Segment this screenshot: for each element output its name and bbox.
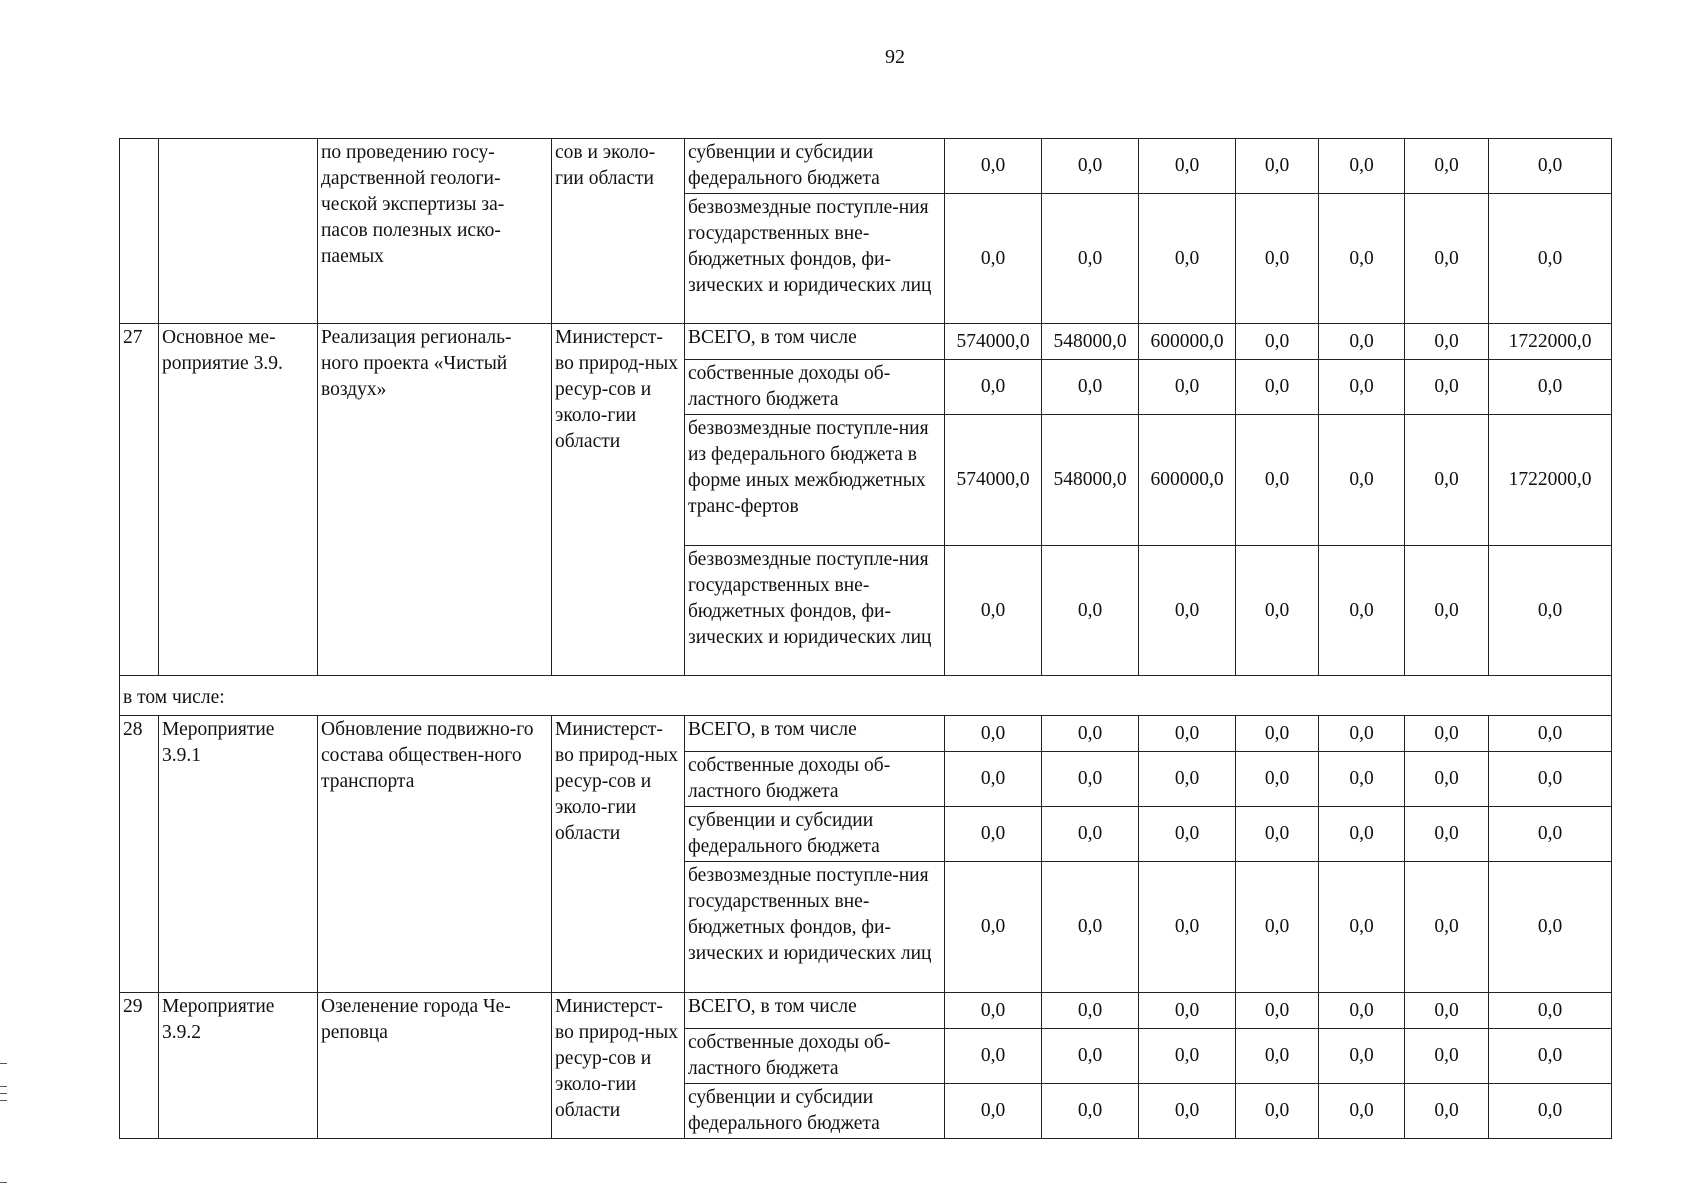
amount-cell: 0,0 xyxy=(1405,194,1489,324)
amount-cell: 0,0 xyxy=(1405,716,1489,752)
amount-cell: 574000,0 xyxy=(945,324,1042,360)
funding-source-label: ВСЕГО, в том числе xyxy=(685,716,945,752)
amount-cell: 0,0 xyxy=(1405,546,1489,676)
amount-cell: 0,0 xyxy=(1042,546,1139,676)
funding-source-label: субвенции и субсидии федерального бюджета xyxy=(685,139,945,194)
amount-cell: 0,0 xyxy=(1405,752,1489,807)
margin-mark xyxy=(0,1182,7,1183)
row-status xyxy=(159,139,318,324)
amount-cell: 0,0 xyxy=(945,194,1042,324)
funding-source-label: субвенции и субсидии федерального бюджета xyxy=(685,807,945,862)
row-number: 28 xyxy=(120,716,159,993)
row-name: Озеленение города Че-реповца xyxy=(318,993,552,1139)
amount-cell: 0,0 xyxy=(1319,752,1405,807)
margin-mark xyxy=(0,1086,7,1087)
amount-cell: 0,0 xyxy=(1319,194,1405,324)
sub-section-label: в том числе: xyxy=(120,676,1612,716)
table-row xyxy=(120,993,1612,1029)
funding-source-label: безвозмездные поступле-ния государственных вне-бюджетных фондов, фи-зических и юридических лиц xyxy=(685,546,945,676)
funding-source-label: безвозмездные поступле-ния государственных вне-бюджетных фондов, фи-зических и юридических лиц xyxy=(685,862,945,993)
amount-cell: 0,0 xyxy=(1319,546,1405,676)
margin-mark xyxy=(0,1100,7,1101)
amount-cell: 0,0 xyxy=(1405,807,1489,862)
amount-cell: 0,0 xyxy=(945,862,1042,993)
amount-cell: 0,0 xyxy=(1236,993,1319,1029)
amount-cell: 0,0 xyxy=(1489,716,1612,752)
amount-cell: 0,0 xyxy=(1405,1084,1489,1139)
amount-cell: 0,0 xyxy=(1405,139,1489,194)
amount-cell: 0,0 xyxy=(1489,194,1612,324)
amount-cell: 1722000,0 xyxy=(1489,324,1612,360)
amount-cell: 0,0 xyxy=(1319,324,1405,360)
row-number: 29 xyxy=(120,993,159,1139)
amount-cell: 0,0 xyxy=(1139,360,1236,415)
amount-cell: 0,0 xyxy=(1489,546,1612,676)
amount-cell: 0,0 xyxy=(1139,752,1236,807)
amount-cell: 0,0 xyxy=(1319,1029,1405,1084)
amount-cell: 0,0 xyxy=(1405,360,1489,415)
table-row xyxy=(120,139,1612,194)
amount-cell: 0,0 xyxy=(1139,807,1236,862)
amount-cell: 0,0 xyxy=(1405,415,1489,546)
funding-source-label: субвенции и субсидии федерального бюджета xyxy=(685,1084,945,1139)
amount-cell: 0,0 xyxy=(1236,752,1319,807)
amount-cell: 0,0 xyxy=(1139,139,1236,194)
amount-cell: 0,0 xyxy=(1405,1029,1489,1084)
amount-cell: 0,0 xyxy=(1319,807,1405,862)
row-executor: Министерст-во природ-ных ресур-сов и эколо-гии области xyxy=(552,716,685,993)
amount-cell: 0,0 xyxy=(1489,993,1612,1029)
amount-cell: 0,0 xyxy=(1236,1029,1319,1084)
amount-cell: 0,0 xyxy=(1489,1029,1612,1084)
amount-cell: 0,0 xyxy=(1405,862,1489,993)
amount-cell: 0,0 xyxy=(945,807,1042,862)
amount-cell: 0,0 xyxy=(1319,716,1405,752)
amount-cell: 0,0 xyxy=(1489,862,1612,993)
amount-cell: 0,0 xyxy=(1139,1084,1236,1139)
funding-source-label: собственные доходы об-ластного бюджета xyxy=(685,360,945,415)
margin-mark xyxy=(0,1093,7,1094)
row-number xyxy=(120,139,159,324)
amount-cell: 0,0 xyxy=(945,139,1042,194)
amount-cell: 0,0 xyxy=(1042,807,1139,862)
amount-cell: 1722000,0 xyxy=(1489,415,1612,546)
amount-cell: 0,0 xyxy=(945,993,1042,1029)
row-name: по проведению госу-дарственной геологи-ческой экспертизы за-пасов полезных иско-паемых xyxy=(318,139,552,324)
amount-cell: 0,0 xyxy=(1236,807,1319,862)
amount-cell: 548000,0 xyxy=(1042,415,1139,546)
amount-cell: 0,0 xyxy=(1236,360,1319,415)
row-status: Мероприятие 3.9.2 xyxy=(159,993,318,1139)
amount-cell: 0,0 xyxy=(1139,546,1236,676)
amount-cell: 0,0 xyxy=(1042,716,1139,752)
amount-cell: 0,0 xyxy=(1489,1084,1612,1139)
amount-cell: 0,0 xyxy=(1489,360,1612,415)
funding-source-label: безвозмездные поступле-ния государственных вне-бюджетных фондов, фи-зических и юридических лиц xyxy=(685,194,945,324)
amount-cell: 0,0 xyxy=(945,1084,1042,1139)
amount-cell: 0,0 xyxy=(1042,139,1139,194)
amount-cell: 0,0 xyxy=(1319,1084,1405,1139)
row-name: Реализация региональ-ного проекта «Чистый воздух» xyxy=(318,324,552,676)
amount-cell: 0,0 xyxy=(1139,716,1236,752)
amount-cell: 0,0 xyxy=(1042,1084,1139,1139)
amount-cell: 0,0 xyxy=(1489,807,1612,862)
amount-cell: 600000,0 xyxy=(1139,324,1236,360)
table-row xyxy=(120,716,1612,752)
amount-cell: 0,0 xyxy=(1405,324,1489,360)
amount-cell: 0,0 xyxy=(1139,1029,1236,1084)
amount-cell: 0,0 xyxy=(945,1029,1042,1084)
amount-cell: 600000,0 xyxy=(1139,415,1236,546)
row-number: 27 xyxy=(120,324,159,676)
amount-cell: 0,0 xyxy=(1236,1084,1319,1139)
amount-cell: 0,0 xyxy=(1042,194,1139,324)
row-status: Основное ме-роприятие 3.9. xyxy=(159,324,318,676)
amount-cell: 0,0 xyxy=(1236,415,1319,546)
amount-cell: 0,0 xyxy=(1489,752,1612,807)
funding-source-label: ВСЕГО, в том числе xyxy=(685,993,945,1029)
amount-cell: 0,0 xyxy=(945,716,1042,752)
amount-cell: 0,0 xyxy=(1319,993,1405,1029)
margin-mark xyxy=(0,1063,7,1064)
amount-cell: 0,0 xyxy=(1319,415,1405,546)
funding-source-label: ВСЕГО, в том числе xyxy=(685,324,945,360)
amount-cell: 0,0 xyxy=(1489,139,1612,194)
amount-cell: 548000,0 xyxy=(1042,324,1139,360)
row-name: Обновление подвижно-го состава обществен-ного транспорта xyxy=(318,716,552,993)
amount-cell: 0,0 xyxy=(1319,139,1405,194)
page-number: 92 xyxy=(885,46,905,68)
funding-source-label: собственные доходы об-ластного бюджета xyxy=(685,1029,945,1084)
row-status: Мероприятие 3.9.1 xyxy=(159,716,318,993)
amount-cell: 0,0 xyxy=(1319,862,1405,993)
amount-cell: 0,0 xyxy=(1405,993,1489,1029)
amount-cell: 0,0 xyxy=(1042,752,1139,807)
amount-cell: 0,0 xyxy=(945,546,1042,676)
amount-cell: 0,0 xyxy=(1042,862,1139,993)
amount-cell: 0,0 xyxy=(945,360,1042,415)
table-row xyxy=(120,324,1612,360)
amount-cell: 0,0 xyxy=(1236,139,1319,194)
row-executor: Министерст-во природ-ных ресур-сов и эколо-гии области xyxy=(552,993,685,1139)
amount-cell: 0,0 xyxy=(1236,716,1319,752)
sub-section-row xyxy=(120,676,1612,716)
amount-cell: 0,0 xyxy=(1042,993,1139,1029)
row-executor: сов и эколо-гии области xyxy=(552,139,685,324)
amount-cell: 0,0 xyxy=(1319,360,1405,415)
amount-cell: 0,0 xyxy=(1042,1029,1139,1084)
amount-cell: 0,0 xyxy=(1236,324,1319,360)
amount-cell: 0,0 xyxy=(1236,546,1319,676)
amount-cell: 0,0 xyxy=(1042,360,1139,415)
amount-cell: 0,0 xyxy=(1236,194,1319,324)
budget-table xyxy=(119,138,1612,1139)
amount-cell: 0,0 xyxy=(945,752,1042,807)
amount-cell: 0,0 xyxy=(1139,993,1236,1029)
amount-cell: 0,0 xyxy=(1236,862,1319,993)
row-executor: Министерст-во природ-ных ресур-сов и эколо-гии области xyxy=(552,324,685,676)
amount-cell: 0,0 xyxy=(1139,862,1236,993)
funding-source-label: собственные доходы об-ластного бюджета xyxy=(685,752,945,807)
amount-cell: 0,0 xyxy=(1139,194,1236,324)
amount-cell: 574000,0 xyxy=(945,415,1042,546)
funding-source-label: безвозмездные поступле-ния из федерального бюджета в форме иных межбюджетных транс-фертов xyxy=(685,415,945,546)
